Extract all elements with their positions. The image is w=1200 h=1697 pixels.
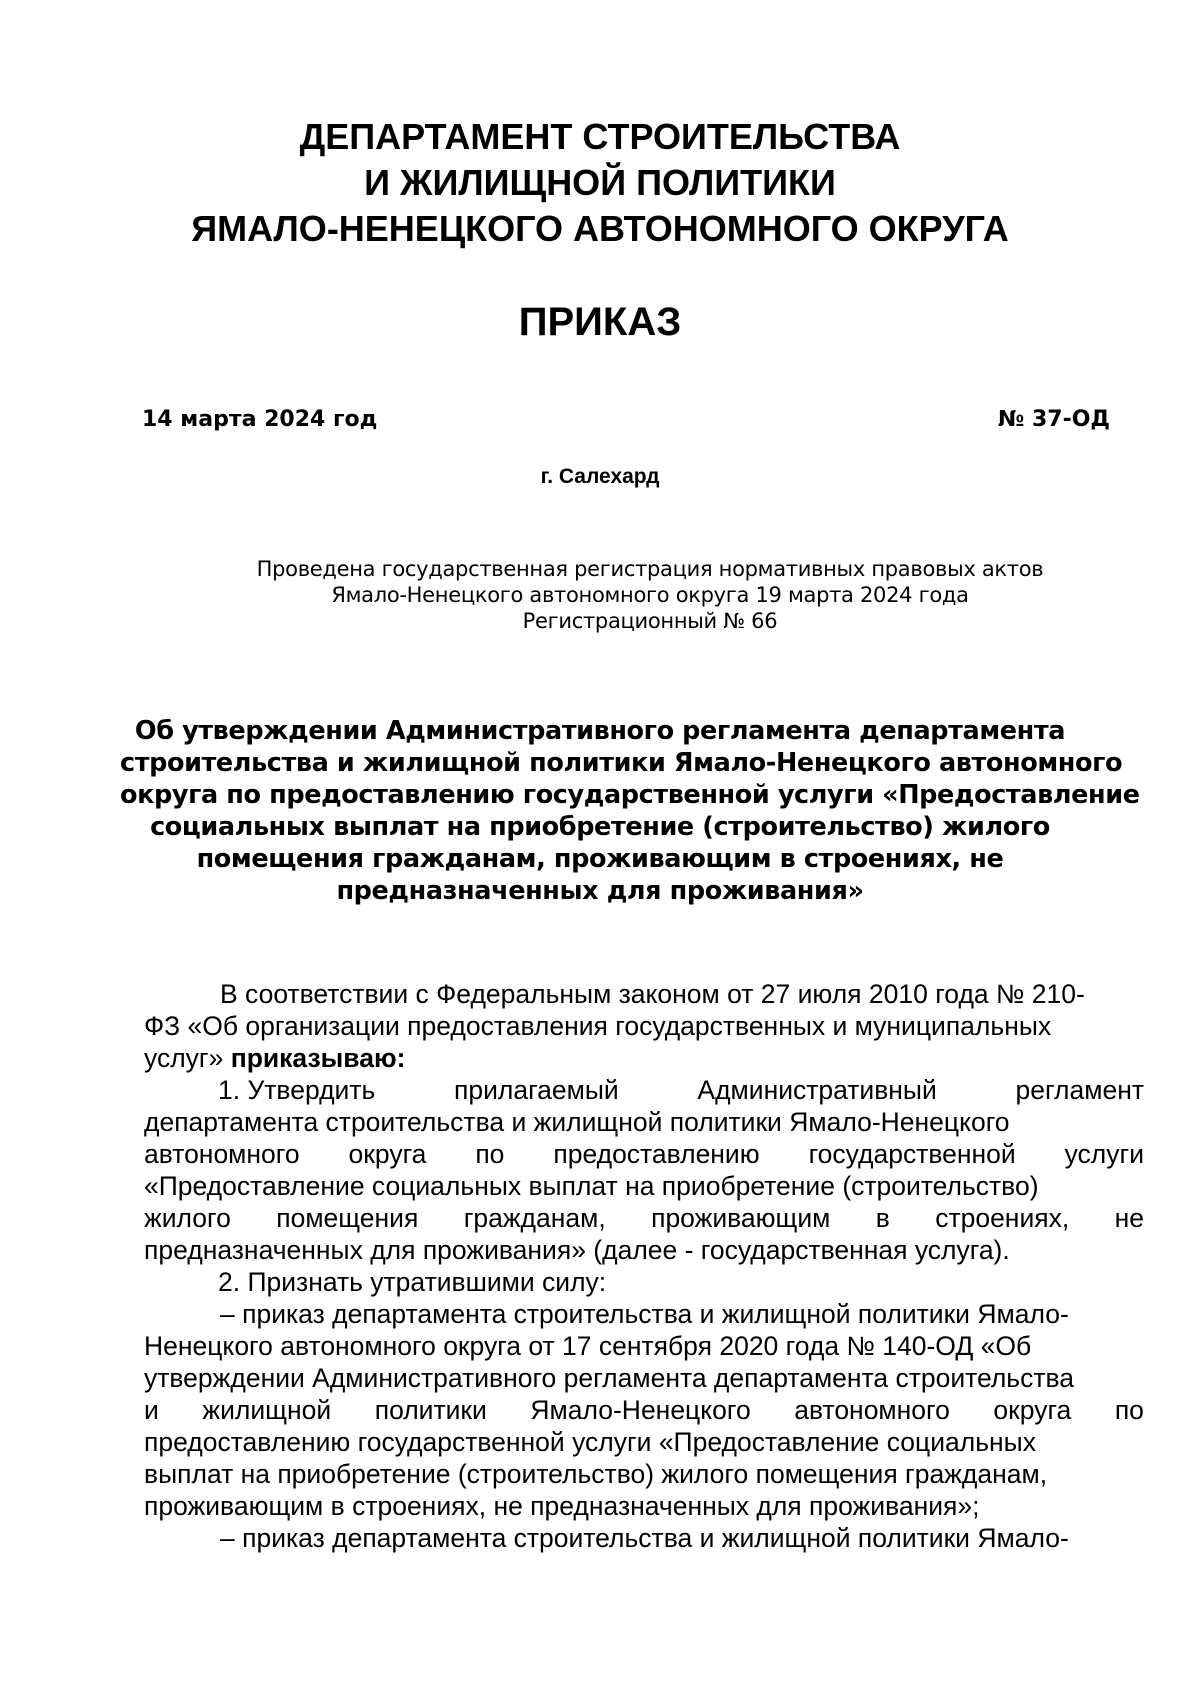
department-line: И ЖИЛИЩНОЙ ПОЛИТИКИ — [364, 162, 836, 203]
word: жилого — [144, 1203, 231, 1233]
word: округа — [348, 1139, 427, 1169]
item2-sub1-line: выплат на приобретение (строительство) жилого помещения гражданам, — [144, 1459, 1048, 1489]
item2-sub1-line: предоставлению государственной услуги «Предоставление социальных — [144, 1427, 1036, 1457]
order-date: 14 марта 2024 год — [142, 407, 378, 432]
item1-line — [144, 1202, 1144, 1234]
word: прилагаемый — [453, 1075, 619, 1105]
word: не — [1114, 1203, 1144, 1233]
order-city: г. Салехард — [540, 465, 660, 488]
word: и — [144, 1395, 159, 1425]
word: по — [1114, 1395, 1144, 1425]
word: жилищной — [202, 1395, 332, 1425]
item2-sub1-line: проживающим в строениях, не предназначенных для проживания»; — [144, 1491, 980, 1521]
word: помещения — [276, 1203, 419, 1233]
item2-sub1-line: утверждении Административного регламента департамента строительства — [144, 1363, 1075, 1393]
registration-line: Ямало-Ненецкого автономного округа 19 марта 2024 года — [331, 583, 969, 607]
item2-sub2-line: – приказ департамента строительства и жилищной политики Ямало- — [220, 1523, 1069, 1553]
item2-sub1-line: – приказ департамента строительства и жилищной политики Ямало- — [220, 1299, 1069, 1329]
item1-line: предназначенных для проживания» (далее - государственная услуга). — [144, 1235, 1010, 1265]
subject-line: Об утверждении Административного регламента департамента — [134, 716, 1066, 746]
intro-line: ФЗ «Об организации предоставления государственных и муниципальных — [144, 1011, 1052, 1041]
word: политики — [374, 1395, 487, 1425]
word: регламент — [1015, 1075, 1144, 1105]
item2-sub1-line: Ненецкого автономного округа от 17 сентября 2020 года № 140-ОД «Об — [144, 1331, 1032, 1361]
item1-line: департамента строительства и жилищной политики Ямало-Ненецкого — [144, 1107, 1010, 1137]
item1-line — [144, 1074, 1144, 1106]
order-number: № 37-ОД — [997, 407, 1110, 432]
word: Административный — [697, 1075, 937, 1105]
item1-line — [144, 1138, 1144, 1170]
order-subject — [120, 715, 1140, 907]
department-name — [100, 114, 1100, 252]
registration-line: Проведена государственная регистрация нормативных правовых актов — [256, 557, 1044, 581]
order-verb: приказываю: — [230, 1043, 406, 1073]
word: услуги — [1064, 1139, 1144, 1169]
subject-line: помещения гражданам, проживающим в строениях, не — [196, 844, 1004, 874]
word: проживающим — [651, 1203, 831, 1233]
word: округа — [993, 1395, 1072, 1425]
subject-line: социальных выплат на приобретение (строительство) жилого — [150, 812, 1050, 842]
item2-sub1-line — [144, 1394, 1144, 1426]
registration-line: Регистрационный № 66 — [522, 609, 778, 633]
item2-line: 2. Признать утратившими силу: — [218, 1267, 607, 1297]
word: автономного — [144, 1139, 300, 1169]
intro-line — [144, 1042, 1144, 1074]
subject-line: округа по предоставлению государственной услуги «Предоставление — [120, 780, 1140, 810]
item1-line: «Предоставление социальных выплат на приобретение (строительство) — [144, 1171, 1039, 1201]
order-body — [144, 978, 1144, 1554]
word: предоставлению — [553, 1139, 760, 1169]
word: автономного — [794, 1395, 950, 1425]
word: в — [875, 1203, 890, 1233]
word: государственной — [808, 1139, 1016, 1169]
department-line: ЯМАЛО-НЕНЕЦКОГО АВТОНОМНОГО ОКРУГА — [191, 208, 1009, 249]
word: строениях, — [935, 1203, 1070, 1233]
subject-line: предназначенных для проживания» — [336, 876, 864, 906]
word: по — [475, 1139, 505, 1169]
intro-line: В соответствии с Федеральным законом от 27 июля 2010 года № 210- — [220, 979, 1085, 1009]
registration-note — [150, 556, 1150, 634]
word: 1. Утвердить — [218, 1075, 376, 1105]
word: Ямало-Ненецкого — [530, 1395, 751, 1425]
intro-text: услуг» — [144, 1043, 231, 1073]
order-title: ПРИКАЗ — [518, 300, 682, 344]
department-line: ДЕПАРТАМЕНТ СТРОИТЕЛЬСТВА — [299, 116, 901, 157]
subject-line: строительства и жилищной политики Ямало-Ненецкого автономного — [120, 748, 1123, 778]
word: гражданам, — [463, 1203, 606, 1233]
